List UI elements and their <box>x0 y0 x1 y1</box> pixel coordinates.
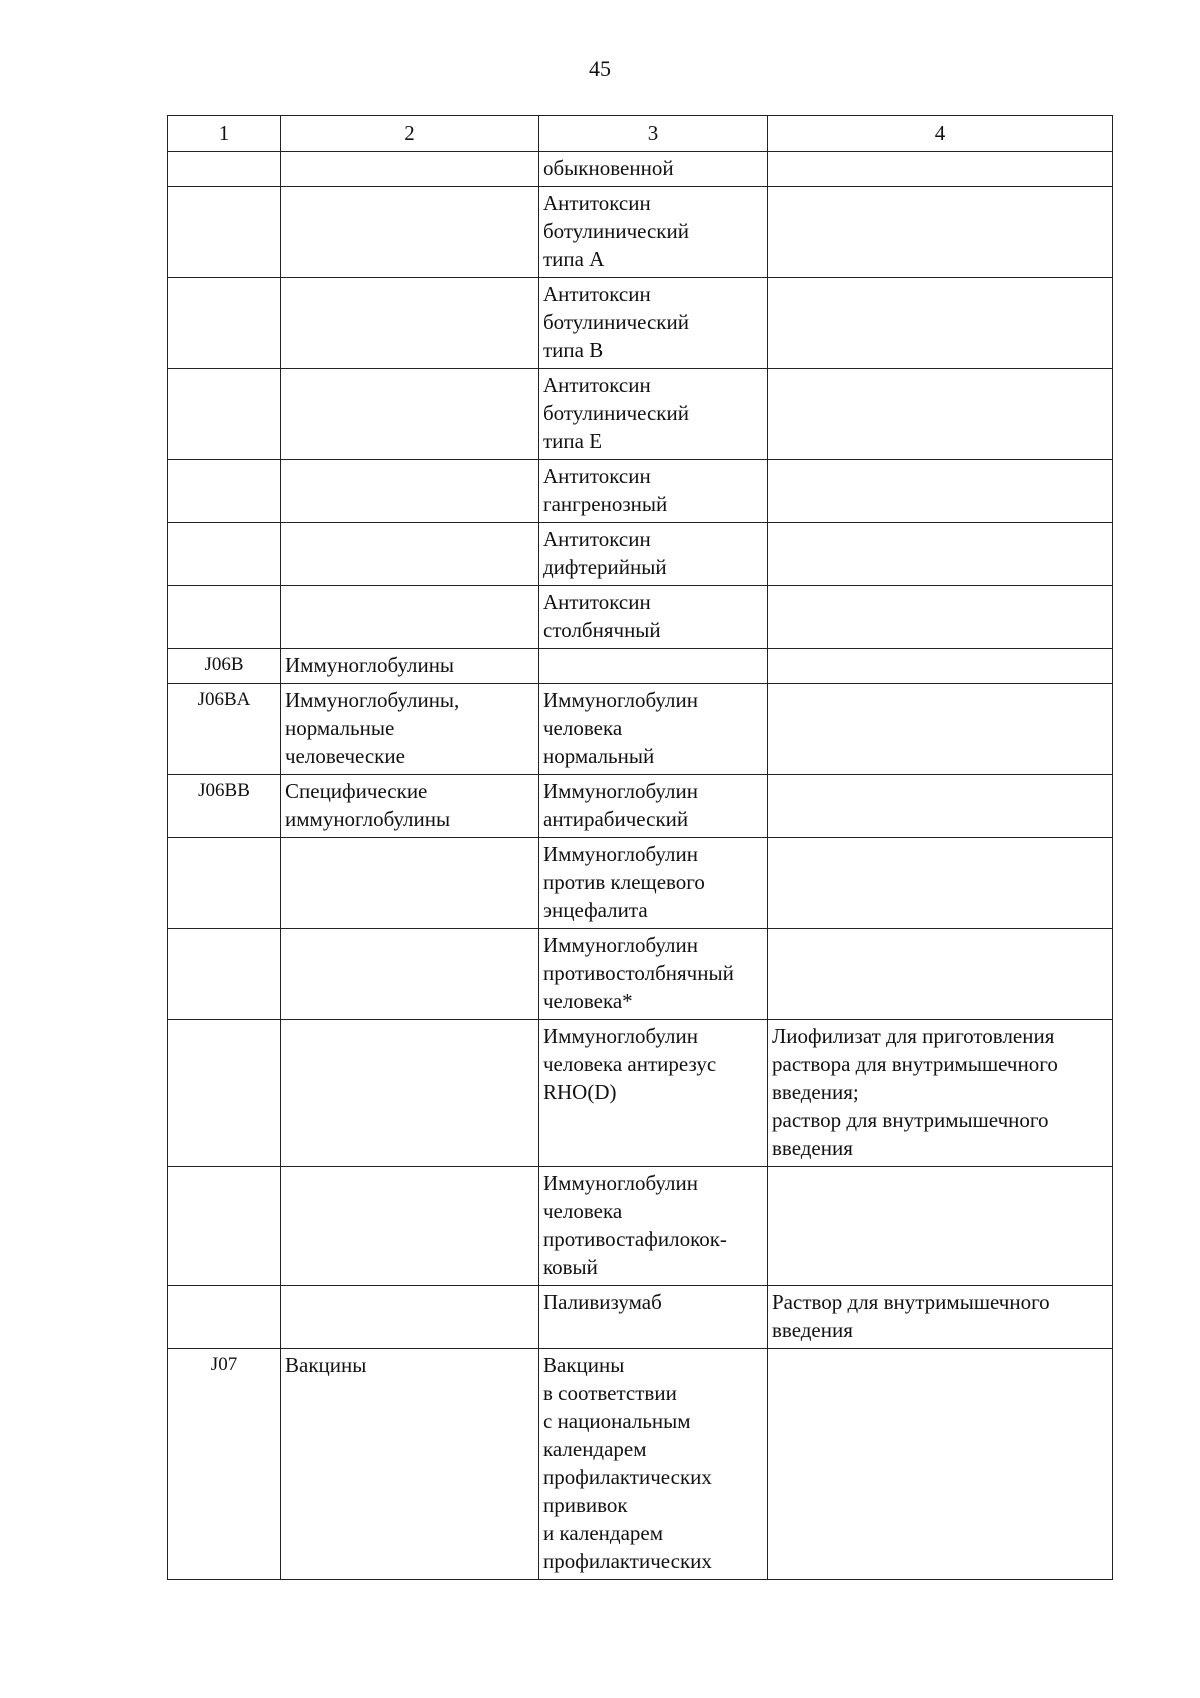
atc-code-cell <box>168 278 281 369</box>
drug-name-cell: Антитоксин ботулинический типа В <box>539 278 768 369</box>
drug-name-cell: Иммуноглобулин антирабический <box>539 775 768 838</box>
atc-code-cell <box>168 369 281 460</box>
drug-name-cell: Антитоксин ботулинический типа Е <box>539 369 768 460</box>
table-row <box>168 684 1113 775</box>
dosage-form-cell <box>768 523 1113 586</box>
column-number: 1 <box>168 116 281 152</box>
drug-name-cell: Иммуноглобулин человека противостафилокок- ковый <box>539 1167 768 1286</box>
table-row <box>168 929 1113 1020</box>
atc-code-cell <box>168 187 281 278</box>
drug-name-cell: Паливизумаб <box>539 1286 768 1349</box>
table-row <box>168 1167 1113 1286</box>
dosage-form-cell <box>768 929 1113 1020</box>
dosage-form-cell <box>768 187 1113 278</box>
atc-code-cell <box>168 1167 281 1286</box>
table-row <box>168 1286 1113 1349</box>
atc-code-cell <box>168 586 281 649</box>
column-number: 2 <box>281 116 539 152</box>
table-row <box>168 187 1113 278</box>
dosage-form-cell <box>768 649 1113 684</box>
group-cell <box>281 586 539 649</box>
dosage-form-cell: Лиофилизат для приготовления раствора для внутримышечного введения; раствор для внутримышечного введения <box>768 1020 1113 1167</box>
atc-code-cell: J07 <box>168 1349 281 1580</box>
group-cell <box>281 1020 539 1167</box>
table-row <box>168 523 1113 586</box>
dosage-form-cell <box>768 460 1113 523</box>
atc-code-cell <box>168 460 281 523</box>
group-cell <box>281 1167 539 1286</box>
atc-code-cell <box>168 838 281 929</box>
column-number: 4 <box>768 116 1113 152</box>
table-row <box>168 1349 1113 1580</box>
column-number: 3 <box>539 116 768 152</box>
group-cell <box>281 929 539 1020</box>
group-cell <box>281 187 539 278</box>
group-cell <box>281 278 539 369</box>
drug-name-cell: Иммуноглобулин против клещевого энцефалита <box>539 838 768 929</box>
group-cell: Иммуноглобулины, нормальные человеческие <box>281 684 539 775</box>
atc-code-cell: J06B <box>168 649 281 684</box>
drug-name-cell: Антитоксин столбнячный <box>539 586 768 649</box>
dosage-form-cell <box>768 152 1113 187</box>
group-cell: Специфические иммуноглобулины <box>281 775 539 838</box>
dosage-form-cell: Раствор для внутримышечного введения <box>768 1286 1113 1349</box>
group-cell <box>281 523 539 586</box>
table-row <box>168 1020 1113 1167</box>
group-cell <box>281 369 539 460</box>
dosage-form-cell <box>768 278 1113 369</box>
atc-code-cell <box>168 1020 281 1167</box>
drug-name-cell: Антитоксин дифтерийный <box>539 523 768 586</box>
dosage-form-cell <box>768 586 1113 649</box>
atc-code-cell: J06BB <box>168 775 281 838</box>
table-row <box>168 775 1113 838</box>
dosage-form-cell <box>768 684 1113 775</box>
column-number-row <box>168 116 1113 152</box>
group-cell <box>281 152 539 187</box>
group-cell: Вакцины <box>281 1349 539 1580</box>
group-cell <box>281 838 539 929</box>
drug-name-cell: Вакцины в соответствии с национальным календарем профилактических прививок и календарем профилактических <box>539 1349 768 1580</box>
table-row <box>168 460 1113 523</box>
dosage-form-cell <box>768 1349 1113 1580</box>
drug-name-cell: обыкновенной <box>539 152 768 187</box>
drug-name-cell: Иммуноглобулин человека нормальный <box>539 684 768 775</box>
page-number: 45 <box>589 56 611 81</box>
atc-code-cell <box>168 152 281 187</box>
dosage-form-cell <box>768 1167 1113 1286</box>
table-row <box>168 369 1113 460</box>
dosage-form-cell <box>768 369 1113 460</box>
table-row <box>168 278 1113 369</box>
table-row <box>168 152 1113 187</box>
group-cell <box>281 460 539 523</box>
atc-code-cell <box>168 1286 281 1349</box>
atc-code-cell <box>168 523 281 586</box>
table-row <box>168 586 1113 649</box>
dosage-form-cell <box>768 838 1113 929</box>
group-cell <box>281 1286 539 1349</box>
dosage-form-cell <box>768 775 1113 838</box>
atc-code-cell: J06BA <box>168 684 281 775</box>
table-row <box>168 649 1113 684</box>
atc-code-cell <box>168 929 281 1020</box>
drug-name-cell <box>539 649 768 684</box>
medication-table <box>167 115 1113 1580</box>
drug-name-cell: Антитоксин ботулинический типа А <box>539 187 768 278</box>
drug-name-cell: Антитоксин гангренозный <box>539 460 768 523</box>
group-cell: Иммуноглобулины <box>281 649 539 684</box>
drug-name-cell: Иммуноглобулин человека антирезус RHO(D) <box>539 1020 768 1167</box>
drug-name-cell: Иммуноглобулин противостолбнячный человека* <box>539 929 768 1020</box>
table-row <box>168 838 1113 929</box>
